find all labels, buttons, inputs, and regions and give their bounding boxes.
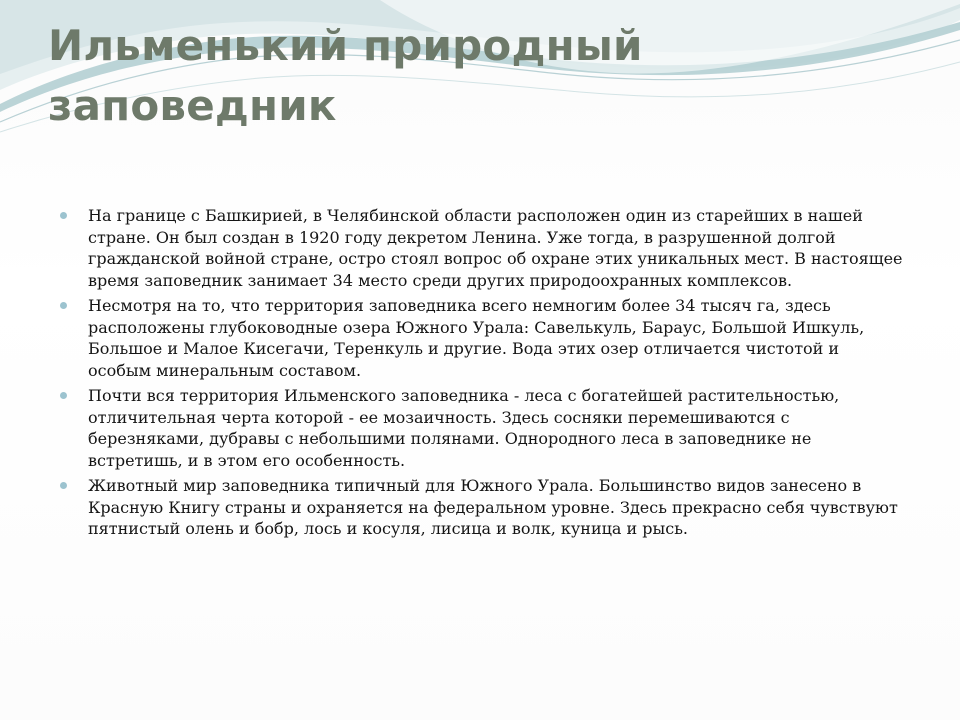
slide-title-line-1: Ильменький природный	[48, 21, 643, 70]
bullet-dot-icon	[60, 482, 67, 489]
bullet-item-history	[58, 205, 904, 291]
bullet-dot-icon	[60, 302, 67, 309]
slide-title-line-2: заповедник	[48, 81, 337, 130]
bullet-item-forests	[58, 385, 904, 471]
slide-title	[48, 16, 908, 136]
bullet-text: Несмотря на то, что территория заповедника всего немногим более 34 тысяч га, здесь расположены глубоководные озера Южного Урала: Савелькуль, Бараус, Большой Ишкуль, Большое и Малое Кисегачи, Теренкуль и другие. Вода этих озер отличается чистотой и особым минеральным составом.	[88, 296, 865, 380]
bullet-list	[58, 205, 904, 544]
bullet-dot-icon	[60, 392, 67, 399]
bullet-text: Почти вся территория Ильменского заповедника - леса с богатейшей растительностью, отличительная черта которой - ее мозаичность. Здесь сосняки перемешиваются с березняками, дубравы с небольшими полянами. Однородного леса в заповеднике не встретишь, и в этом его особенность.	[88, 386, 840, 470]
bullet-text: На границе с Башкирией, в Челябинской области расположен один из старейших в нашей стране. Он был создан в 1920 году декретом Ленина. Уже тогда, в разрушенной долгой гражданской войной стране, остро стоял вопрос об охране этих уникальных мест. В настоящее время заповедник занимает 34 место среди других природоохранных комплексов.	[88, 206, 903, 290]
bullet-text: Животный мир заповедника типичный для Южного Урала. Большинство видов занесено в Красную Книгу страны и охраняется на федеральном уровне. Здесь прекрасно себя чувствуют пятнистый олень и бобр, лось и косуля, лисица и волк, куница и рысь.	[88, 476, 898, 538]
bullet-dot-icon	[60, 212, 67, 219]
bullet-item-fauna	[58, 475, 904, 540]
bullet-item-lakes	[58, 295, 904, 381]
